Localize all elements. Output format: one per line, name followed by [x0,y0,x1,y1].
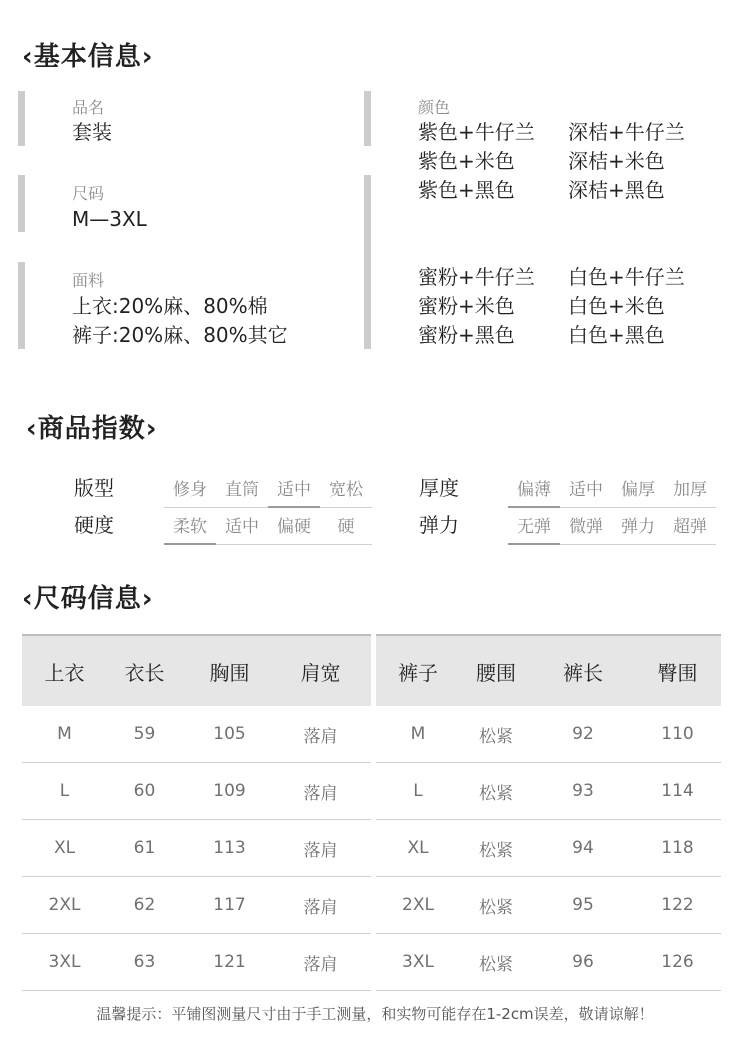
index-name-thickness: 厚度 [419,476,459,500]
table-cell: L [59,781,70,801]
index-option: 微弹 [560,512,612,545]
table-header-cell: 上衣 [44,660,85,685]
top-size-table [22,634,371,992]
table-cell: 59 [133,724,156,744]
color-option: 蜜粉+黑色 [418,323,515,347]
table-header [22,634,371,706]
table-cell: L [413,781,423,801]
table-cell: 94 [572,838,594,858]
table-header-cell: 裤长 [563,660,603,685]
table-cell: 63 [133,952,156,972]
table-cell: 松紧 [479,783,513,804]
table-row [22,706,371,763]
color-option: 紫色+米色 [418,149,515,173]
color-option: 白色+米色 [568,294,665,318]
table-cell: 117 [213,895,246,915]
table-row [376,763,721,820]
table-cell: 122 [661,895,694,915]
name-value: 套装 [72,120,112,144]
section-title-index: ‹商品指数› [26,414,158,444]
color-option: 紫色+黑色 [418,178,515,202]
table-cell: 118 [661,838,694,858]
section-title-size: ‹尺码信息› [22,584,154,614]
table-cell: 114 [661,781,694,801]
table-cell: 61 [133,838,156,858]
divider-bar [364,91,371,146]
table-cell: 落肩 [303,954,338,975]
table-cell: 62 [133,895,156,915]
index-scale-elasticity [508,512,716,545]
index-name-hardness: 硬度 [74,513,114,537]
color-option: 蜜粉+米色 [418,294,515,318]
index-name-elasticity: 弹力 [419,513,459,537]
index-name-fit: 版型 [74,476,114,500]
color-option: 蜜粉+牛仔兰 [418,265,535,289]
table-header-cell: 臀围 [657,660,698,685]
index-scale-fit [164,475,372,508]
table-cell: M [57,724,72,744]
table-cell: 3XL [48,952,81,972]
table-header-cell: 裤子 [398,660,438,685]
table-row [376,706,721,763]
table-cell: 3XL [402,952,434,972]
table-cell: 2XL [48,895,81,915]
index-option: 加厚 [664,475,716,508]
fabric-label: 面料 [72,271,105,290]
table-row [22,820,371,877]
index-option: 超弹 [664,512,716,545]
table-cell: 落肩 [303,726,338,747]
table-row [376,934,721,991]
color-option: 深桔+黑色 [568,178,665,202]
measurement-note: 温馨提示：平铺图测量尺寸由于手工测量，和实物可能存在1-2cm误差，敬请谅解！ [96,1005,654,1023]
table-cell: 松紧 [479,954,513,975]
index-option-selected: 偏薄 [508,475,560,508]
table-cell: 110 [661,724,694,744]
table-cell: XL [53,838,76,858]
index-option: 直筒 [216,475,268,508]
color-option: 深桔+牛仔兰 [568,120,685,144]
table-cell: 92 [572,724,594,744]
index-option-selected: 适中 [268,475,320,508]
fabric-top: 上衣:20%麻、80%棉 [72,294,268,318]
table-cell: 93 [572,781,594,801]
table-cell: 松紧 [479,726,513,747]
table-cell: 113 [213,838,246,858]
table-cell: 落肩 [303,840,338,861]
name-label: 品名 [72,98,105,117]
table-cell: M [410,724,426,744]
table-header-cell: 肩宽 [300,660,341,685]
pants-size-table [376,634,721,992]
table-row [22,934,371,991]
index-option: 适中 [216,512,268,545]
divider-bar [364,175,371,349]
color-option: 白色+黑色 [568,323,665,347]
table-cell: 109 [213,781,246,801]
table-row [22,877,371,934]
table-row [376,820,721,877]
table-cell: XL [407,838,429,858]
table-cell: 60 [133,781,156,801]
divider-bar [18,175,25,232]
table-cell: 96 [572,952,594,972]
table-cell: 95 [572,895,594,915]
index-option: 偏厚 [612,475,664,508]
index-option: 宽松 [320,475,372,508]
table-row [376,877,721,934]
table-cell: 105 [213,724,246,744]
index-scale-thickness [508,475,716,508]
index-option-selected: 柔软 [164,512,216,545]
size-value: M—3XL [72,207,147,231]
table-cell: 126 [661,952,694,972]
color-option: 白色+牛仔兰 [568,265,685,289]
index-option: 弹力 [612,512,664,545]
table-header [376,634,721,706]
table-header-cell: 衣长 [124,660,165,685]
table-cell: 落肩 [303,783,338,804]
index-option: 硬 [320,512,372,545]
table-cell: 2XL [402,895,434,915]
divider-bar [18,91,25,146]
size-label: 尺码 [72,184,105,203]
color-option: 深桔+米色 [568,149,665,173]
fabric-pants: 裤子:20%麻、80%其它 [72,323,288,347]
table-cell: 121 [213,952,246,972]
table-cell: 松紧 [479,897,513,918]
index-option: 修身 [164,475,216,508]
color-option: 紫色+牛仔兰 [418,120,535,144]
table-cell: 落肩 [303,897,338,918]
table-row [22,763,371,820]
index-option: 偏硬 [268,512,320,545]
index-option-selected: 无弹 [508,512,560,545]
table-header-cell: 腰围 [476,660,516,685]
table-cell: 松紧 [479,840,513,861]
table-header-cell: 胸围 [209,660,250,685]
index-option: 适中 [560,475,612,508]
section-title-basic: ‹基本信息› [22,42,154,72]
divider-bar [18,262,25,349]
index-scale-hardness [164,512,372,545]
color-label: 颜色 [418,98,451,117]
